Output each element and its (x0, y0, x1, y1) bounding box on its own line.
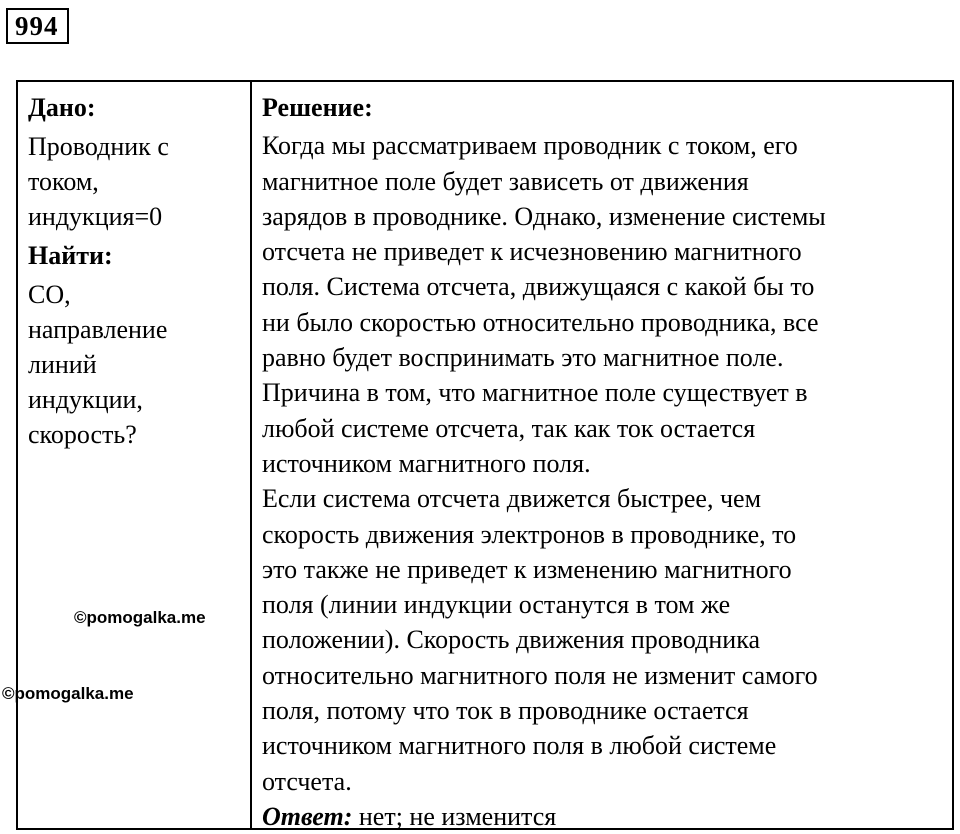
solution-heading: Решение: (262, 93, 373, 122)
answer-text: нет; не изменится (352, 801, 557, 831)
find-text: СО, направление линий индукции, скорость? (28, 280, 168, 449)
given-column (28, 90, 243, 452)
given-text: Проводник с током, индукция=0 (28, 132, 169, 231)
find-heading: Найти: (28, 241, 113, 270)
solution-paragraph-1: Когда мы рассматриваем проводник с током, его магнитное поле будет зависеть от движения зарядов в проводнике. Однако, изменение системы отсчета не приведет к исчезновению магнитного поля. Система отсчета, движущаяся с какой бы то ни было скоростью относительно проводника, все равно будет воспринимать это магнитное поле. Причина в том, что магнитное поле существует в любой системе отсчета, так как ток остается источником магнитного поля. (262, 131, 826, 478)
solution-table (16, 80, 954, 830)
problem-number: 994 (6, 8, 69, 44)
column-divider (250, 82, 252, 828)
answer-label: Ответ: (262, 801, 353, 831)
solution-column (262, 90, 952, 834)
given-heading: Дано: (28, 93, 96, 122)
answer-line (262, 799, 952, 834)
watermark: ©pomogalka.me (2, 684, 134, 703)
watermark: ©pomogalka.me (74, 608, 206, 627)
solution-paragraph-2: Если система отсчета движется быстрее, чем скорость движения электронов в проводнике, то это также не приведет к изменению магнитного поля (линии индукции останутся в том же положении). Скорость движения проводника относительно магнитного поля не изменит самого поля, потому что ток в проводнике остается источником магнитного поля в любой системе отсчета. (262, 484, 818, 796)
